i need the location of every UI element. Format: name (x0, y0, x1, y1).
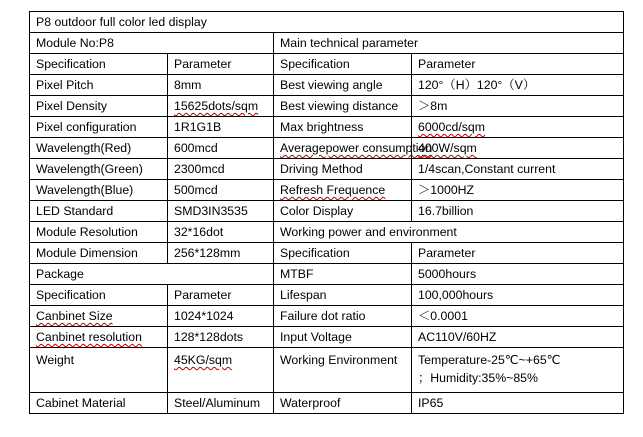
value-cell: 1/4scan,Constant current (412, 159, 624, 180)
humidity-value: ；Humidity:35%~85% (418, 371, 538, 385)
header-row (30, 54, 624, 75)
spec-cell: Module Resolution (30, 222, 168, 243)
spec-cell: Pixel configuration (30, 117, 168, 138)
table-row (30, 348, 624, 393)
value-cell: ＞8m (412, 96, 624, 117)
spec-sheet (29, 11, 623, 424)
spec-cell: Cabinet Material (30, 393, 168, 414)
table-row (30, 96, 624, 117)
spec-cell: Lifespan (274, 285, 412, 306)
temperature-value: Temperature-25℃~+65℃ (418, 353, 561, 367)
header-param: Parameter (168, 54, 274, 75)
value-cell: 6000cd/sqm (412, 117, 624, 138)
table-row (30, 393, 624, 414)
value-cell: AC110V/60HZ (412, 327, 624, 348)
spec-cell: Max brightness (274, 117, 412, 138)
working-power-heading: Working power and environment (274, 222, 624, 243)
header-spec: Specification (30, 285, 168, 306)
header-spec: Specification (30, 54, 168, 75)
main-technical-parameter: Main technical parameter (274, 33, 624, 54)
value-cell: ＜0.0001 (412, 306, 624, 327)
value-cell: 120°（H）120°（V） (412, 75, 624, 96)
spec-cell: Canbinet resolution (30, 327, 168, 348)
value-cell: 256*128mm (168, 243, 274, 264)
value-cell: ＞1000HZ (412, 180, 624, 201)
value-cell: 8mm (168, 75, 274, 96)
table-row (30, 159, 624, 180)
value-cell: 100,000hours (412, 285, 624, 306)
table-row (30, 180, 624, 201)
spec-cell: Waterproof (274, 393, 412, 414)
spec-cell: MTBF (274, 264, 412, 285)
table-row (30, 117, 624, 138)
value-cell (412, 348, 624, 393)
spec-cell: Color Display (274, 201, 412, 222)
spec-table (29, 11, 624, 414)
table-row (30, 138, 624, 159)
value-cell: 1024*1024 (168, 306, 274, 327)
spec-cell: Wavelength(Blue) (30, 180, 168, 201)
spec-cell: Best viewing distance (274, 96, 412, 117)
value-cell: SMD3IN3535 (168, 201, 274, 222)
header-spec: Specification (274, 54, 412, 75)
value-cell: 32*16dot (168, 222, 274, 243)
value-cell: Steel/Aluminum (168, 393, 274, 414)
table-row (30, 285, 624, 306)
value-cell: 2300mcd (168, 159, 274, 180)
value-cell: 16.7billion (412, 201, 624, 222)
spec-cell: Pixel Pitch (30, 75, 168, 96)
spec-cell: Best viewing angle (274, 75, 412, 96)
spec-cell: Input Voltage (274, 327, 412, 348)
table-row (30, 306, 624, 327)
table-title: P8 outdoor full color led display (30, 12, 624, 33)
value-cell: 500mcd (168, 180, 274, 201)
spec-cell: Module Dimension (30, 243, 168, 264)
spec-cell: Driving Method (274, 159, 412, 180)
weight-value: 45KG/sqm (174, 353, 233, 367)
value-cell: IP65 (412, 393, 624, 414)
spec-cell: Refresh Frequence (274, 180, 412, 201)
spec-cell: Pixel Density (30, 96, 168, 117)
table-row (30, 201, 624, 222)
value-cell: 400W/sqm (412, 138, 624, 159)
spec-cell: Canbinet Size (30, 306, 168, 327)
value-cell: 128*128dots (168, 327, 274, 348)
header-spec: Specification (274, 243, 412, 264)
header-param: Parameter (412, 54, 624, 75)
table-row (30, 264, 624, 285)
header-param: Parameter (412, 243, 624, 264)
spec-cell: Working Environment (274, 348, 412, 393)
spec-cell: Averagepower consumption (274, 138, 412, 159)
header-param: Parameter (168, 285, 274, 306)
value-cell: 5000hours (412, 264, 624, 285)
value-cell: 600mcd (168, 138, 274, 159)
module-no: Module No:P8 (30, 33, 274, 54)
spec-cell: Wavelength(Green) (30, 159, 168, 180)
table-row (30, 222, 624, 243)
table-row (30, 327, 624, 348)
value-cell (168, 348, 274, 393)
value-cell: 1R1G1B (168, 117, 274, 138)
spec-cell: LED Standard (30, 201, 168, 222)
module-row (30, 33, 624, 54)
spec-cell: Failure dot ratio (274, 306, 412, 327)
package-heading: Package (30, 264, 274, 285)
spec-cell: Weight (30, 348, 168, 393)
title-row (30, 12, 624, 33)
value-cell: 15625dots/sqm (168, 96, 274, 117)
spec-cell: Wavelength(Red) (30, 138, 168, 159)
table-row (30, 243, 624, 264)
table-row (30, 75, 624, 96)
